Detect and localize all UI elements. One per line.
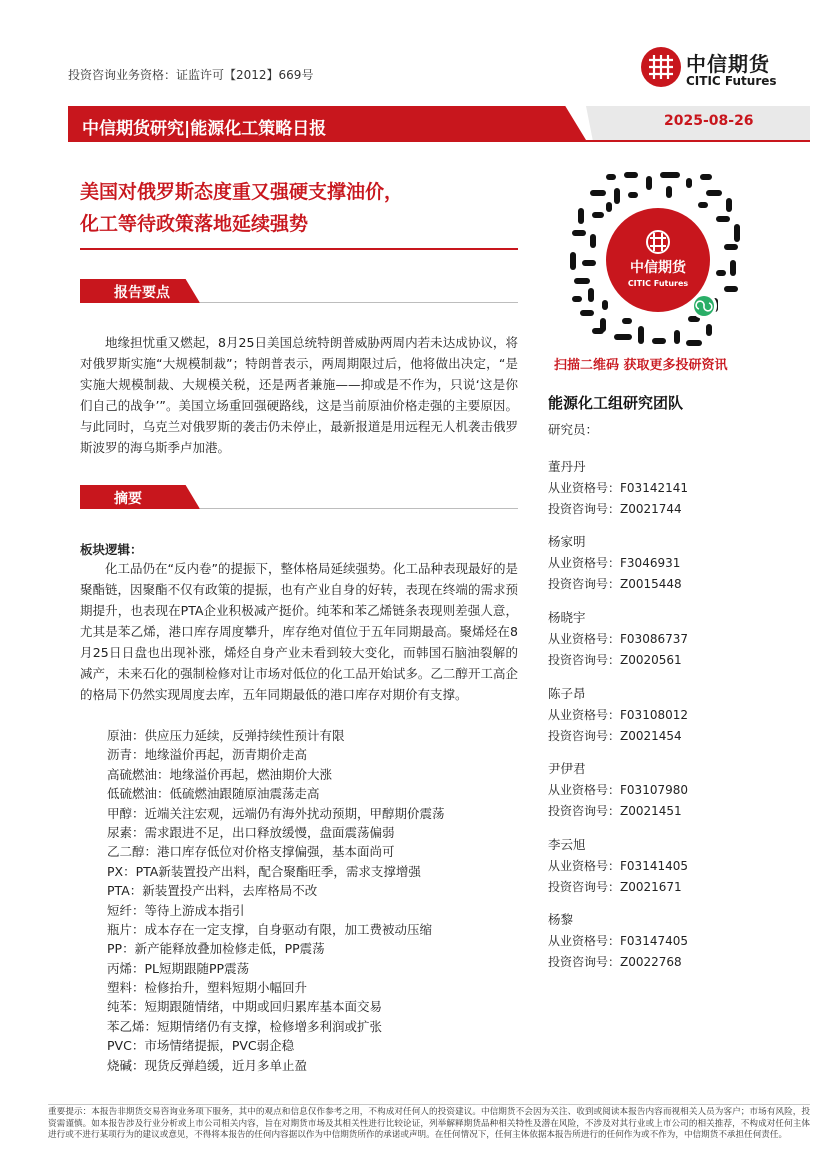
consult-label: 投资咨询号： (548, 879, 621, 894)
qual-label: 从业资格号： (548, 859, 621, 873)
list-item: 瓶片：成本存在一定支撑，自身驱动有限，加工费被动压缩 (107, 921, 433, 937)
analyst-card (548, 456, 788, 519)
citic-futures-logo (640, 44, 810, 94)
qual-label: 从业资格号： (548, 934, 621, 948)
list-item: 沥青：地缘溢价再起，沥青期价走高 (107, 747, 308, 763)
citic-logo-icon (640, 46, 682, 88)
license-text: 投资咨询业务资格：证监许可【2012】669号 (68, 68, 314, 82)
consult-label: 投资咨询号： (548, 501, 621, 516)
analyst-name: 李云旭 (548, 837, 586, 852)
list-item: 乙二醇：港口库存低位对价格支撑偏强，基本面尚可 (107, 844, 395, 860)
summary-rule (200, 508, 518, 509)
logo-text-cn: 中信期货 (686, 52, 770, 76)
consult-number: Z0020561 (620, 652, 682, 667)
summary-paragraph: 化工品仍在“反内卷”的提振下，整体格局延续强势。化工品种表现最好的是聚酯链，因聚酯不仅有政策的提振，也有产业自身的好转，表现在终端的需求预期提升，也表现在PTA企业积极减产挺价。纯苯和苯乙烯链条表现则差强人意，尤其是苯乙烯，港口库存周度攀升，库存绝对值位于五年同期最高。聚烯烃在8月25日日盘也出现补涨，烯烃自身产业未看到较大变化，而韩国石脑油裂解的减产，未来石化的强制检修对让市场对低位的化工品开始试多。乙二醇开工高企的格局下仍然实现周度去库，五年同期最低的港口库存对期价有支撑。 (80, 561, 518, 702)
list-item: 低硫燃油：低硫燃油跟随原油震荡走高 (107, 786, 320, 802)
analyst-name: 董丹丹 (548, 459, 586, 474)
commodity-outlook-list (107, 726, 517, 1075)
consult-label: 投资咨询号： (548, 576, 621, 591)
analyst-name: 陈子昂 (548, 686, 586, 701)
qual-label: 从业资格号： (548, 783, 621, 797)
consult-number: Z0021671 (620, 879, 682, 894)
consult-label: 投资咨询号： (548, 954, 621, 969)
list-item: 原油：供应压力延续，反弹持续性预计有限 (107, 728, 345, 743)
team-role-label: 研究员： (548, 422, 599, 437)
consult-number: Z0022768 (620, 954, 682, 969)
summary-heading: 摘要 (114, 491, 142, 507)
analyst-card (548, 758, 788, 821)
title-line-1: 美国对俄罗斯态度重又强硬支撑油价， (80, 181, 404, 203)
list-item: 苯乙烯：短期情绪仍有支撑，检修增多利润或扩张 (107, 1018, 383, 1034)
report-date: 2025-08-26 (664, 113, 754, 129)
analyst-card (548, 531, 788, 594)
list-item: 短纤：等待上游成本指引 (107, 902, 245, 918)
list-item: 纯苯：短期跟随情绪，中期或回归累库基本面交易 (107, 999, 383, 1015)
consult-number: Z0021451 (620, 803, 682, 818)
qual-label: 从业资格号： (548, 632, 621, 646)
qual-number: F3046931 (620, 556, 681, 570)
analyst-card (548, 607, 788, 670)
analyst-card (548, 834, 788, 897)
qual-number: F03108012 (620, 708, 688, 722)
title-underline (80, 248, 518, 250)
footer-divider (48, 1104, 810, 1105)
header-divider (68, 140, 810, 142)
qr-center-cn: 中信期货 (630, 260, 686, 276)
logo-text-en: CITIC Futures (686, 74, 777, 88)
qual-number: F03147405 (620, 934, 688, 948)
qr-code[interactable] (566, 168, 750, 352)
list-item: PP：新产能释放叠加检修走低，PP震荡 (107, 941, 325, 957)
consult-number: Z0021454 (620, 728, 682, 743)
report-series-title: 中信期货研究|能源化工策略日报 (82, 119, 327, 139)
consult-number: Z0015448 (620, 576, 682, 591)
key-points-rule (200, 302, 518, 303)
qual-label: 从业资格号： (548, 556, 621, 570)
qual-label: 从业资格号： (548, 481, 621, 495)
list-item: 甲醇：近端关注宏观，远端仍有海外扰动预期，甲醇期价震荡 (107, 805, 445, 821)
analyst-name: 杨黎 (548, 912, 574, 927)
sector-logic-subhead: 板块逻辑： (80, 542, 143, 557)
analyst-name: 尹伊君 (548, 761, 586, 776)
qual-number: F03141405 (620, 859, 688, 873)
qual-number: F03107980 (620, 783, 688, 797)
key-points-paragraph: 地缘担忧重又燃起，8月25日美国总统特朗普威胁两周内若未达成协议，将对俄罗斯实施“大规模制裁”；特朗普表示，两周期限过后，他将做出决定，“是实施大规模制裁、大规模关税，还是两者兼施——抑或是不作为，只说‘这是你们自己的战争’”。美国立场重回强硬路线，这是当前原油价格走强的主要原因。与此同时，乌克兰对俄罗斯的袭击仍未停止，最新报道是用远程无人机袭击俄罗斯波罗的海乌斯季卢加港。 (80, 335, 518, 455)
list-item: PVC：市场情绪提振，PVC弱企稳 (107, 1038, 295, 1054)
list-item: 丙烯：PL短期跟随PP震荡 (107, 960, 250, 976)
consult-label: 投资咨询号： (548, 652, 621, 667)
list-item: 塑料：检修抬升，塑料短期小幅回升 (107, 980, 308, 996)
list-item: PTA：新装置投产出料，去库格局不改 (107, 883, 318, 899)
list-item: PX：PTA新装置投产出料，配合聚酯旺季，需求支撑增强 (107, 863, 421, 879)
list-item: 尿素：需求跟进不足，出口释放缓慢，盘面震荡偏弱 (107, 824, 395, 840)
team-title: 能源化工组研究团队 (548, 394, 684, 412)
consult-label: 投资咨询号： (548, 728, 621, 743)
page-title (80, 176, 520, 240)
key-points-heading: 报告要点 (114, 285, 170, 301)
qual-label: 从业资格号： (548, 708, 621, 722)
analyst-card (548, 683, 788, 746)
list-item: 高硫燃油：地缘溢价再起，燃油期价大涨 (107, 766, 333, 782)
qual-number: F03142141 (620, 481, 688, 495)
analyst-card (548, 909, 788, 972)
qr-caption: 扫描二维码 获取更多投研资讯 (554, 358, 728, 373)
qr-center-en: CITIC Futures (627, 279, 689, 288)
disclaimer: 重要提示：本报告非期货交易咨询业务项下服务，其中的观点和信息仅作参考之用，不构成对任何人的投资建议。中信期货不会因为关注、收到或阅读本报告内容而视相关人员为客户；市场有风险，投资需谨慎。如本报告涉及行业分析或上市公司相关内容，旨在对期货市场及其相关性进行比较论证，列举解释期货品种相关特性及潜在风险，不涉及对其行业或上市公司的相关推荐，不构成对任何主体进行或不进行某项行为的建议或意见，不得将本报告的任何内容据以作为中信期货所作的承诺或声明。在任何情况下，任何主体依据本报告所进行的任何作为或不作为，中信期货不承担任何责任。 (48, 1107, 810, 1140)
analyst-name: 杨家明 (548, 534, 586, 549)
title-line-2: 化工等待政策落地延续强势 (80, 213, 309, 235)
list-item: 烧碱：现货反弹趋缓，近月多单止盈 (107, 1057, 308, 1073)
consult-label: 投资咨询号： (548, 803, 621, 818)
consult-number: Z0021744 (620, 501, 682, 516)
analyst-name: 杨晓宇 (548, 610, 586, 625)
qual-number: F03086737 (620, 632, 688, 646)
